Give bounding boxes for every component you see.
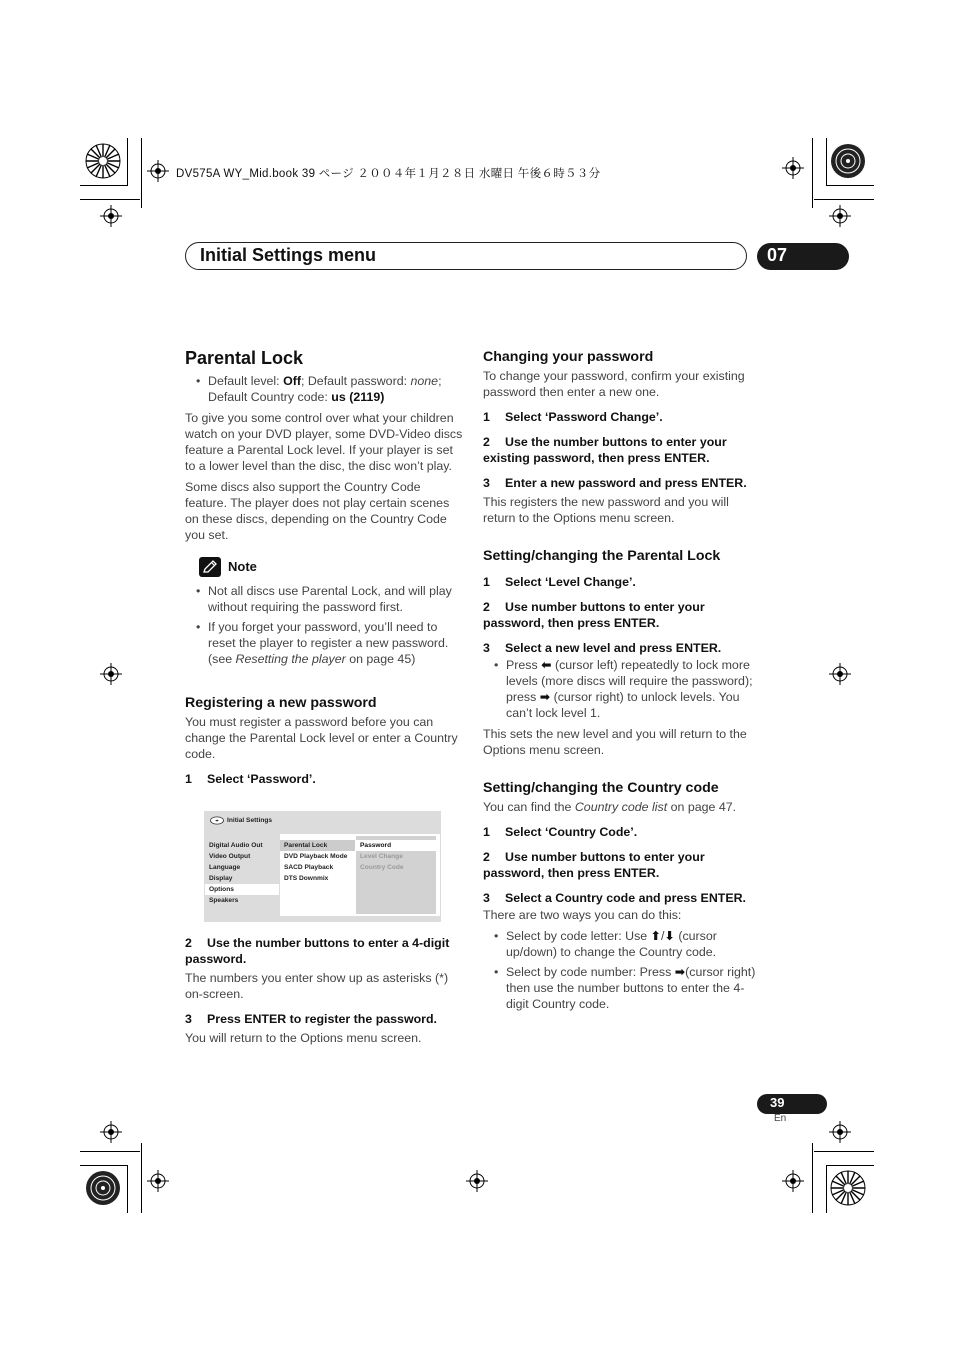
note-item: • If you forget your password, you’ll need to reset the player to register a new password. (see Resetting the player on page 45)	[185, 619, 463, 667]
register-step-1: 1 Select ‘Password’.	[185, 772, 316, 786]
osd-menu-item[interactable]: Options	[205, 884, 279, 895]
crop-mark	[814, 1151, 874, 1152]
crop-mark	[826, 138, 827, 186]
starburst-mark	[85, 143, 121, 179]
starburst-mark	[85, 1170, 121, 1206]
page-number: 39	[770, 1095, 785, 1110]
parental-step-2: 2 Use number buttons to enter your password, then press ENTER.	[483, 600, 705, 630]
chapter-title-bar	[185, 242, 747, 270]
registration-mark	[829, 1121, 851, 1143]
crop-mark	[80, 185, 128, 186]
crop-mark	[826, 185, 874, 186]
registration-mark	[147, 1170, 169, 1192]
osd-menu-item[interactable]: Video Output	[209, 853, 251, 860]
starburst-mark	[830, 1170, 866, 1206]
change-step-3: 3 Enter a new password and press ENTER.	[483, 476, 747, 490]
parental-bullets	[483, 657, 761, 721]
arrow-right-icon: ➡	[539, 690, 551, 704]
right-column	[483, 348, 761, 1017]
chapter-number: 07	[767, 245, 788, 265]
register-step-2-body: The numbers you enter show up as asterisks (*) on-screen.	[185, 971, 449, 1001]
registration-mark	[147, 160, 169, 182]
osd-main-menu	[205, 840, 279, 917]
note-header	[199, 557, 463, 577]
osd-header	[210, 815, 272, 826]
osd-menu-item[interactable]: Digital Audio Out	[209, 842, 263, 849]
osd-submenu-item[interactable]: DVD Playback Mode	[284, 853, 348, 860]
registration-mark	[782, 157, 804, 179]
registration-mark	[829, 663, 851, 685]
disc-icon	[210, 816, 224, 825]
change-step-2: 2 Use the number buttons to enter your existing password, then press ENTER.	[483, 435, 727, 465]
register-step-3-body: You will return to the Options menu screen.	[185, 1031, 422, 1045]
section-heading-country-code: Setting/changing the Country code	[483, 780, 719, 796]
register-intro: You must register a password before you can change the Parental Lock level or enter a Country code.	[185, 715, 458, 761]
parental-after: This sets the new level and you will return to the Options menu screen.	[483, 727, 747, 757]
section-heading-change-password: Changing your password	[483, 349, 654, 365]
osd-option-item[interactable]: Password	[356, 840, 436, 851]
register-step-2: 2 Use the number buttons to enter a 4-digit password.	[185, 936, 450, 966]
crop-mark	[826, 1165, 827, 1213]
parental-bullet: • Press ⬅ (cursor left) repeatedly to lock more levels (more discs will require the password); press ➡ (cursor right) to unlock levels. You can’t lock level 1.	[483, 657, 761, 721]
crop-mark	[814, 199, 874, 200]
change-step-1: 1 Select ‘Password Change’.	[483, 410, 663, 424]
country-step-2: 2 Use number buttons to enter your password, then press ENTER.	[483, 850, 705, 880]
section-heading-parental-lock: Parental Lock	[185, 348, 304, 368]
osd-menu-item[interactable]: Speakers	[209, 897, 239, 904]
osd-title: Initial Settings	[227, 817, 273, 824]
page-title: Initial Settings menu	[200, 245, 377, 265]
section-heading-parental-lock-level: Setting/changing the Parental Lock	[483, 548, 721, 564]
crop-mark	[127, 1165, 128, 1213]
note-pencil-icon	[199, 557, 221, 577]
crop-mark	[127, 138, 128, 186]
country-step-1: 1 Select ‘Country Code’.	[483, 825, 638, 839]
parental-step-1: 1 Select ‘Level Change’.	[483, 575, 636, 589]
defaults-item: • Default level: Off; Default password: none; Default Country code: us (2119)	[185, 373, 463, 405]
country-step-3-body: There are two ways you can do this:	[483, 908, 682, 922]
chapter-badge	[757, 243, 849, 270]
registration-mark	[782, 1170, 804, 1192]
file-header: DV575A WY_Mid.book 39 ページ ２００４年１月２８日 水曜日 午後６時５３分	[176, 168, 601, 180]
section-heading-register: Registering a new password	[185, 695, 377, 711]
arrow-left-icon: ⬅	[541, 658, 552, 672]
crop-mark	[141, 138, 142, 208]
page-language: En	[774, 1113, 787, 1124]
osd-menu-item[interactable]: Language	[209, 864, 241, 871]
crop-mark	[826, 1165, 874, 1166]
osd-menu-screen	[204, 811, 441, 922]
country-bullet: • Select by code letter: Use ⬆/⬇ (cursor up/down) to change the Country code.	[483, 928, 761, 960]
registration-mark	[466, 1170, 488, 1192]
osd-menu-item[interactable]: Display	[209, 875, 233, 882]
country-bullets	[483, 928, 761, 1012]
osd-submenu-item[interactable]: SACD Playback	[284, 864, 334, 871]
osd-submenu-item[interactable]: Parental Lock	[280, 840, 355, 851]
defaults-list	[185, 373, 463, 405]
note-list	[185, 583, 463, 667]
country-bullet: • Select by code number: Press ➡(cursor right) then use the number buttons to enter the 4-digit Country code.	[483, 964, 761, 1012]
country-intro: You can find the Country code list on page 47.	[483, 800, 737, 814]
osd-parental-menu	[356, 836, 436, 914]
arrow-right-icon: ➡	[674, 965, 686, 979]
left-column-steps	[185, 926, 463, 1051]
note-item: • Not all discs use Parental Lock, and will play without requiring the password first.	[185, 583, 463, 615]
registration-mark	[100, 663, 122, 685]
change-step-3-body: This registers the new password and you will return to the Options menu screen.	[483, 495, 729, 525]
left-column	[185, 347, 463, 790]
osd-option-item[interactable]: Level Change	[360, 853, 403, 860]
starburst-mark	[830, 143, 866, 179]
crop-mark	[141, 1143, 142, 1213]
country-step-3: 3 Select a Country code and press ENTER.	[483, 891, 746, 905]
parental-step-3: 3 Select a new level and press ENTER.	[483, 641, 722, 655]
registration-mark	[100, 1121, 122, 1143]
crop-mark	[80, 1165, 128, 1166]
arrow-down-icon: ⬇	[664, 929, 675, 943]
page-number-badge	[757, 1094, 827, 1114]
crop-mark	[80, 1151, 140, 1152]
registration-mark	[100, 205, 122, 227]
osd-submenu-item[interactable]: DTS Downmix	[284, 875, 329, 882]
registration-mark	[829, 205, 851, 227]
crop-mark	[812, 138, 813, 208]
crop-mark	[80, 199, 140, 200]
crop-mark	[812, 1143, 813, 1213]
change-intro: To change your password, confirm your existing password then enter a new one.	[483, 369, 745, 399]
register-step-3: 3 Press ENTER to register the password.	[185, 1012, 437, 1026]
arrow-up-icon: ⬆	[650, 929, 662, 943]
country-code-paragraph: Some discs also support the Country Code feature. The player does not play certain scenes on these discs, depending on the Country Code you set.	[185, 480, 450, 542]
intro-paragraph: To give you some control over what your children watch on your DVD player, some DVD-Video discs feature a Parental Lock level. If your player is set to a lower level than the disc, the disc won’t play.	[185, 411, 463, 473]
note-label: Note	[228, 559, 257, 574]
osd-option-item[interactable]: Country Code	[360, 864, 404, 871]
